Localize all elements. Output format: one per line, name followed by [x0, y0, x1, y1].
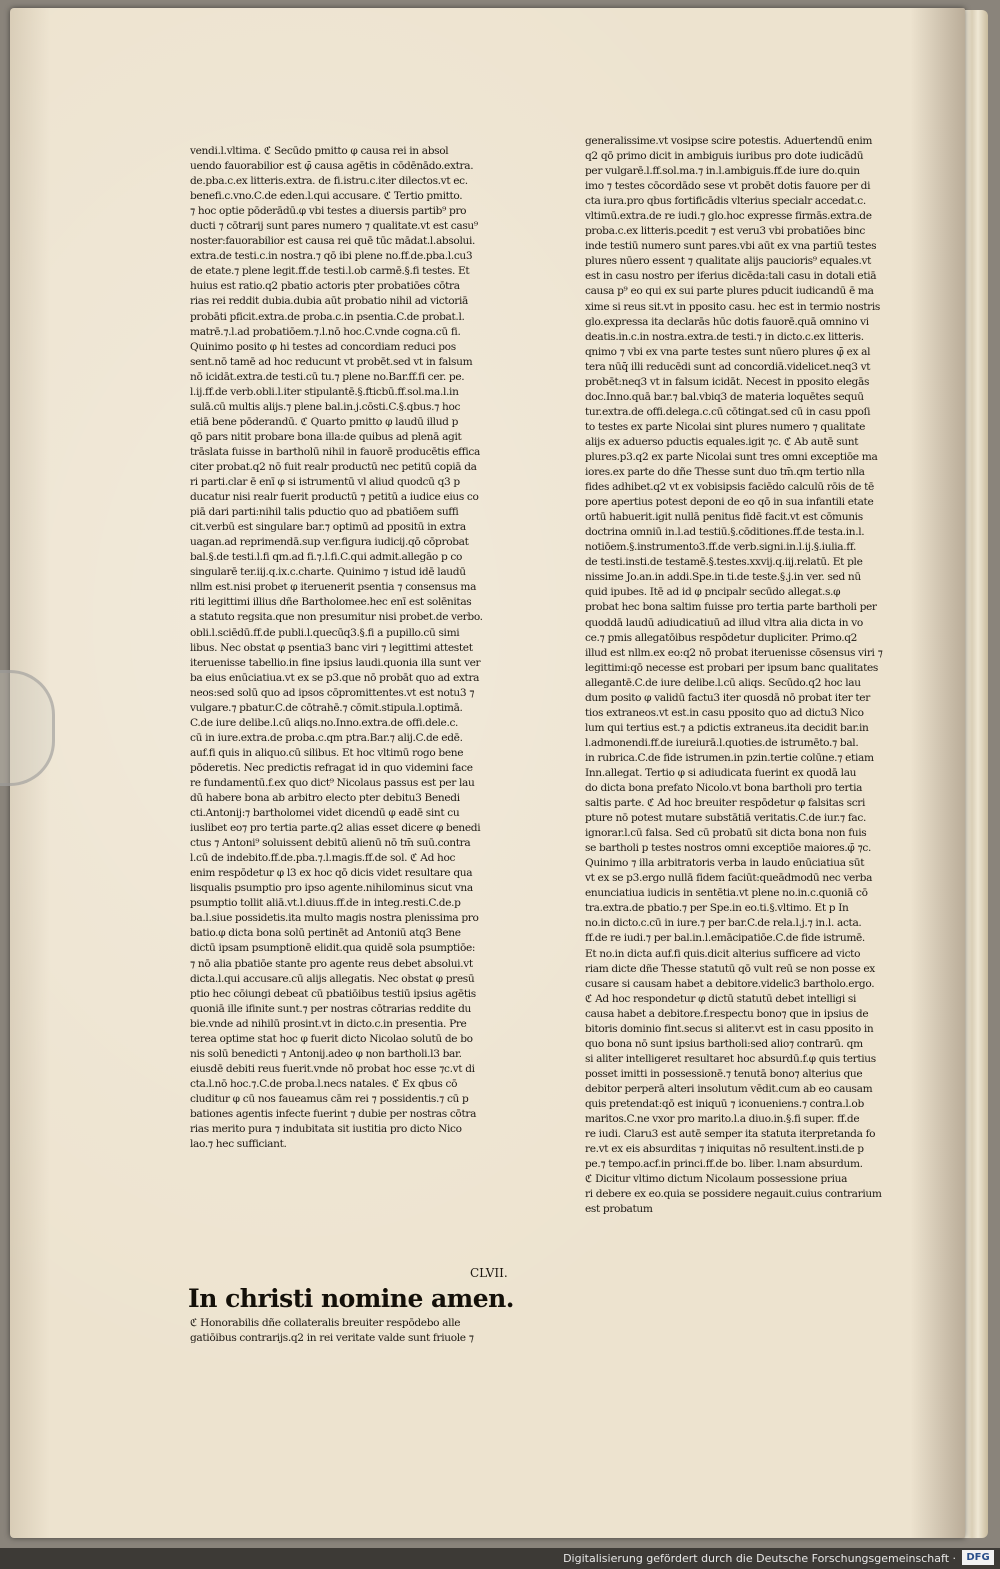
text-line: causa habet a debitore.f.respectu bono⁊ que in ipsius de — [585, 1007, 869, 1020]
text-line: eiusdē debiti reus fuerit.vnde nō probat hoc esse ⁊c.vt di — [190, 1062, 475, 1075]
text-line: pe.⁊ tempo.acf.in princi.ff.de bo. liber. l.nam absurdum. — [585, 1158, 863, 1171]
text-line: tera nūq̄ illi reducēdi sunt ad concordiā.videlicet.neq3 vt — [585, 360, 871, 373]
text-line: q2 qō primo dicit in ambiguis iuribus pro dote iudicādū — [585, 150, 864, 163]
text-line: ignorar.l.cū falsa. Sed cū probatū sit dicta bona non fuis — [585, 827, 867, 840]
text-line: bie.vnde ad nihilū prosint.vt in dicto.c.in presentia. Pre — [190, 1017, 467, 1030]
left-text-column-continued — [190, 1316, 530, 1346]
text-line: Et no.in dicta auf.fi quis.dicit alterius sufficere ad victo — [585, 947, 861, 960]
text-line: ℭ Honorabilis dñe collateralis breuiter respōdebo alle — [190, 1317, 461, 1329]
text-line: batio.φ dicta bona solū pertinēt ad Antoniū atq3 Bene — [190, 927, 461, 940]
text-line: l.cū de indebito.ff.de.pba.⁊.l.magis.ff.de sol. ℭ Ad hoc — [190, 852, 456, 865]
text-line: extra.de testi.c.in nostra.⁊ qō ibi plene no.ff.de.pba.l.cu3 — [190, 250, 473, 263]
text-line: nō icidāt.extra.de testi.cū tu.⁊ plene no.Bar.ff.fi cer. pe. — [190, 370, 465, 383]
text-line: cti.Antonij:⁊ bartholomei videt dicendū φ eadē sint cu — [190, 807, 460, 820]
text-line: bal.§.de testi.l.fi qm.ad fi.⁊.l.fi.C.qui admit.allegāo p co — [190, 551, 463, 564]
text-line: qō pars nitit probare bona illa:de quibus ad plenā agit — [190, 430, 462, 443]
text-line: ⁊ nō alia pbatiōe stante pro agente reus debet absolui.vt — [190, 957, 473, 970]
text-line: auf.fi quis in aliquo.cū silibus. Et hoc vltimū rogo bene — [190, 746, 464, 759]
text-line: ri debere ex eo.quia se possidere negauit.cuius contrarium — [585, 1188, 882, 1201]
text-line: bationes agentis infecte fuerint ⁊ dubie per nostras cōtra — [190, 1108, 477, 1120]
dfg-logo: DFG — [962, 1550, 994, 1565]
text-line: se bartholi p testes nostros omni exceptiōe maiores.φ̄ ⁊c. — [585, 842, 871, 855]
text-line: ctus ⁊ Antoni⁹ soluissent debitū alienū nō tm̄ suū.contra — [190, 837, 471, 850]
text-line: ff.de re iudi.⁊ per bal.in.l.emācipatiōe.C.de fide istrumē. — [585, 932, 865, 945]
text-line: deatis.in.c.in nostra.extra.de testi.⁊ in dicto.c.ex litteris. — [585, 330, 864, 343]
text-line: matrē.⁊.l.ad probatiōem.⁊.l.nō hoc.C.vnde cogna.cū fi. — [190, 325, 461, 338]
text-line: uagan.ad reprimendā.sup ver.figura iudicij.qō cōprobat — [190, 536, 469, 549]
text-line: causa p⁹ eo qui ex sui parte plures pducit iudicandū ē ma — [585, 285, 874, 298]
text-line: quoniā ille ifinite sunt.⁊ per nostras cōtrarias reddite du — [190, 1002, 472, 1015]
text-line: riti legittimi illius dñe Bartholomee.hec enī est solēnitas — [190, 596, 472, 609]
text-line: illud est nllm.ex eo:q2 nō probat iteruenisse cōsensus viri ⁊ — [585, 646, 883, 659]
text-line: si aliter intelligeret resultaret hoc absurdū.f.φ quis tertius — [585, 1052, 876, 1065]
text-line: iuslibet eo⁊ pro tertia parte.q2 alias esset dicere φ benedi — [190, 822, 481, 835]
text-line: gatiōibus contrarijs.q2 in rei veritate valde sunt friuole ⁊ — [190, 1332, 474, 1345]
text-line: sent.nō tamē ad hoc reducunt vt probēt.sed vt in falsum — [190, 355, 473, 368]
text-line: probāti pficit.extra.de proba.c.in psentia.C.de probat.l. — [190, 310, 465, 323]
text-line: re iudi. Claru3 est autē semper ita statuta iterpretanda fo — [585, 1128, 876, 1141]
left-text-column — [190, 144, 530, 1152]
text-line: legittimi:qō necesse est probari per ipsum banc qualitates — [585, 661, 879, 674]
text-line: saltis parte. ℭ Ad hoc breuiter respōdetur φ falsitas scri — [585, 797, 866, 810]
text-line: debitor perperā alteri insolutum vēdit.cum ab eo causam — [585, 1082, 873, 1095]
section-heading: In christi nomine amen. — [188, 1284, 514, 1313]
text-line: cluditur φ cū nos faueamus cām rei ⁊ possidentis.⁊ cū p — [190, 1092, 469, 1105]
text-line: per vulgarē.l.ff.sol.ma.⁊ in.l.ambiguis.ff.de iure do.quin — [585, 165, 860, 178]
text-line: cū in iure.extra.de proba.c.qm ptra.Bar.⁊ alij.C.de edē. — [190, 731, 463, 744]
text-line: cta iura.pro qbus fortificādis vlterius specialr accedat.c. — [585, 195, 866, 208]
text-line: nllm est.nisi probet φ iteruenerit psentia ⁊ consensus ma — [190, 581, 477, 594]
text-line: uendo fauorabilior est φ̄ causa agētis in cōdēnādo.extra. — [190, 160, 474, 173]
text-line: re fundamentū.f.ex quo dict⁹ Nicolaus passus est per lau — [190, 776, 475, 789]
text-line: probat hec bona saltim fuisse pro tertia parte bartholi per — [585, 601, 877, 614]
text-line: dū habere bona ab arbitro electo pter debitu3 Benedi — [190, 792, 460, 805]
text-line: lum qui tertius est.⁊ a pdictis extraneus.ita decidit bar.in — [585, 721, 869, 734]
text-line: alijs ex aduerso pductis equales.igit ⁊c. ℭ Ab autē sunt — [585, 435, 859, 448]
text-line: nissime Jo.an.in addi.Spe.in ti.de teste.§.j.in ver. sed nū — [585, 571, 861, 584]
text-line: to testes ex parte Nicolai sint plures numero ⁊ qualitate — [585, 420, 866, 433]
text-line: ℭ Ad hoc respondetur φ dictū statutū debet intelligi si — [585, 992, 857, 1005]
text-line: ducti ⁊ cōtrarij sunt pares numero ⁊ qualitate.vt est casu⁹ — [190, 220, 478, 233]
text-line: ce.⁊ pmis allegatōibus respōdetur dupliciter. Primo.q2 — [585, 631, 858, 644]
text-line: est probatum — [585, 1203, 653, 1216]
text-line: glo.expressa ita declarās hūc dotis fauorē.quā omnino vi — [585, 315, 869, 328]
text-line: nis solū benedicti ⁊ Antonij.adeo φ non bartholi.l3 bar. — [190, 1047, 462, 1060]
text-line: vendi.l.vltima. ℭ Secūdo pmitto φ causa rei in absol — [190, 145, 449, 157]
text-line: fides adhibet.q2 vt ex vobisipsis faciēdo calculū rōis de tē — [585, 481, 874, 494]
text-line: de testi.insti.de testamē.§.testes.xxvij.q.iij.relatū. Et ple — [585, 556, 863, 569]
text-line: quis pretendat:qō est iniquū ⁊ iconueniens.⁊ contra.l.ob — [585, 1098, 864, 1110]
text-line: plures nūero essent ⁊ qualitate alijs paucioris⁹ equales.vt — [585, 255, 872, 268]
text-line: vt ex se p3.ergo nullā fidem faciūt:queādmodū nec verba — [585, 872, 873, 885]
text-line: cusare si causam habet a debitore.videlic3 bartholo.ergo. — [585, 977, 875, 990]
text-line: l.admonendi.ff.de iureiurā.l.quoties.de istrumēto.⁊ bal. — [585, 736, 859, 749]
text-line: no.in dicto.c.cū in iure.⁊ per bar.C.de rela.l.j.⁊ in.l. acta. — [585, 917, 862, 930]
text-line: plures.p3.q2 ex parte Nicolai sunt tres omni exceptiōe ma — [585, 450, 878, 463]
text-line: Inn.allegat. Tertio φ si adiudicata fuerint ex quodā lau — [585, 766, 857, 779]
text-line: posset imitti in possessionē.⁊ tenutā bono⁊ alterius que — [585, 1067, 863, 1080]
text-line: de.pba.c.ex litteris.extra. de fi.istru.c.iter dilectos.vt ec. — [190, 175, 468, 188]
text-line: pore apertius potest deponi de eo qō in sua infantili etate — [585, 496, 874, 509]
signature-mark: CLVII. — [470, 1266, 508, 1280]
text-line: xime si reus sit.vt in pposito casu. hec est in termio nostris — [585, 300, 881, 313]
text-line: rias rei reddit dubia.dubia aūt probatio nihil ad victoriā — [190, 295, 469, 308]
text-line: ri parti.clar ē enī φ si istrumentū vl aliud quodcū q3 p — [190, 476, 460, 489]
text-line: in rubrica.C.de fide istrumen.in pzin.tertie colūne.⁊ etiam — [585, 751, 874, 764]
text-line: neos:sed solū quo ad ipsos cōpromittentes.vt est notu3 ⁊ — [190, 686, 475, 699]
text-line: pture nō potest mutare substātiā veritatis.C.de iur.⁊ fac. — [585, 812, 866, 825]
text-line: Quinimo ⁊ illa arbitratoris verba in laudo enūciatiua sūt — [585, 857, 865, 870]
text-line: iores.ex parte do dñe Thesse sunt duo tm̄.qm tertio nlla — [585, 466, 865, 479]
text-line: lao.⁊ hec sufficiant. — [190, 1138, 287, 1151]
text-line: probēt:neq3 vt in falsum icidāt. Necest in pposito elegās — [585, 375, 870, 388]
text-line: maritos.C.ne vxor pro marito.l.a diuo.in.§.fi super. ff.de — [585, 1113, 860, 1126]
text-line: Quinimo posito φ hi testes ad concordiam reduci pos — [190, 340, 456, 353]
text-line: ba eius enūciatiua.vt ex se p3.que nō probāt quo ad extra — [190, 671, 480, 684]
text-line: psumptio tollit aliā.vt.l.diuus.ff.de in integ.resti.C.de.p — [190, 897, 461, 910]
text-line: doctrina omniū in.l.ad testiū.§.cōditiones.ff.de testa.in.l. — [585, 526, 865, 539]
text-line: quo bona nō sunt ipsius bartholi:sed alio⁊ contrarū. qm — [585, 1037, 863, 1050]
text-line: vltimū.extra.de re iudi.⁊ glo.hoc expresse firmās.extra.de — [585, 210, 872, 223]
text-line: ℭ Dicitur vltimo dictum Nicolaum possessione priua — [585, 1173, 848, 1186]
text-line: dictū ipsam psumptionē elidit.qua quidē sola psumptiōe: — [190, 942, 476, 955]
text-line: dum posito φ validū factu3 iter quosdā nō probat iter ter — [585, 691, 870, 704]
text-line: pōderetis. Nec predictis refragat id in quo videmini face — [190, 761, 473, 774]
text-line: inde testiū numero sunt pares.vbi aūt ex vna partiū testes — [585, 240, 877, 253]
text-line: obli.l.sciēdū.ff.de publi.l.quecūq3.§.fi a pupillo.cū simi — [190, 626, 460, 639]
text-line: l.ij.ff.de verb.obli.l.iter stipulantē.§.fticbū.ff.sol.ma.l.in — [190, 385, 459, 398]
text-line: dicta.l.qui accusare.cū alijs allegatis. Nec obstat φ presū — [190, 972, 475, 985]
text-line: ptio hec cōiungi debeat cū pbatiōibus testiū ipsius agētis — [190, 987, 476, 1000]
text-line: proba.c.ex litteris.pcedit ⁊ est veru3 vbi probatiōes binc — [585, 225, 865, 238]
text-line: singularē ter.iij.q.ix.c.charte. Quinimo ⁊ istud idē laudū — [190, 566, 466, 579]
text-line: terea optime stat hoc φ fuerit dicto Nicolao solutū de bo — [190, 1032, 473, 1045]
text-line: cit.verbū est singulare bar.⁊ optimū ad ppositū in extra — [190, 521, 466, 534]
text-line: de etate.⁊ plene legit.ff.de testi.l.ob carmē.§.fi testes. Et — [190, 265, 470, 278]
text-line: qnimo ⁊ vbi ex vna parte testes sunt nūero plures φ̄ ex al — [585, 345, 871, 358]
text-line: notiōem.§.instrumento3.ff.de verb.signi.in.l.ij.§.iulia.ff. — [585, 541, 857, 554]
text-line: iteruenisse tabellio.in fine ipsius laudi.quonia illa sunt ver — [190, 656, 481, 669]
text-line: trāslata fuisse in bartholū nihil in fauorē producētis effica — [190, 445, 480, 458]
text-line: tra.extra.de pbatio.⁊ per Spe.in eo.ti.§.vltimo. Et p In — [585, 902, 849, 915]
text-line: noster:fauorabilior est causa rei quē tūc mādat.l.absolui. — [190, 235, 476, 248]
text-line: allegantē.C.de iure delibe.l.cū aliqs. Secūdo.q2 hoc lau — [585, 676, 861, 689]
text-line: cta.l.nō hoc.⁊.C.de proba.l.necs natales. ℭ Ex qbus cō — [190, 1077, 458, 1090]
text-line: ba.l.siue possidetis.ita multo magis nostra plenissima pro — [190, 912, 479, 925]
text-line: do dicta bona prefato Nicolo.vt bona bartholi pro tertia — [585, 782, 863, 795]
text-line: imo ⁊ testes cōcordādo sese vt probēt dotis fauore per di — [585, 180, 871, 193]
text-line: quoddā laudū adiudicatiuū ad illud vltra alia dicta in vo — [585, 616, 863, 629]
text-line: rias merito pura ⁊ indubitata sit iustitia pro dicto Nico — [190, 1123, 462, 1136]
text-line: generalissime.vt vosipse scire potestis. Aduertendū enim — [585, 135, 873, 147]
text-line: etiā bene pōderandū. ℭ Quarto pmitto φ laudū illud p — [190, 415, 459, 428]
text-line: enunciatiua iudicis in sentētia.vt plene no.in.c.quoniā cō — [585, 887, 868, 900]
text-line: libus. Nec obstat φ psentia3 banc viri ⁊ legittimi attestet — [190, 641, 473, 654]
footer-credit: Digitalisierung gefördert durch die Deutsche Forschungsgemeinschaft · — [563, 1552, 956, 1565]
text-line: sulā.cū multis alijs.⁊ plene bal.in.j.cōsti.C.§.qbus.⁊ hoc — [190, 400, 461, 413]
text-line: est in casu nostro per iferius dicēda:tali casu in dotali etiā — [585, 270, 877, 283]
text-line: tur.extra.de offi.delega.c.cū cōtingat.sed cū in casu ppoſi — [585, 405, 871, 418]
text-line: huius est ratio.q2 pbatio actoris pter probatiōes cōtra — [190, 280, 460, 293]
text-line: bitoris dominio fint.secus si aliter.vt est in casu pposito in — [585, 1022, 874, 1035]
text-line: lisqualis psumptio pro ipso agente.nihilominus sicut vna — [190, 882, 473, 895]
text-line: riam dicte dñe Thesse statutū qō vult reū se non posse ex — [585, 962, 875, 975]
text-line: tios extraneos.vt est.in casu pposito quo ad dictu3 Nico — [585, 706, 864, 719]
text-line: citer probat.q2 nō fuit realr productū nec petitū copiā da — [190, 460, 477, 473]
text-line: piā dari parti:nihil talis pductio quo ad pbatiōem suffi — [190, 506, 459, 519]
text-line: ortū habuerit.igit nullā penitus fidē facit.vt est cōmunis — [585, 511, 863, 524]
text-line: ducatur nisi realr fuerit productū ⁊ petitū a iudice eius co — [190, 491, 479, 504]
text-line: vulgare.⁊ pbatur.C.de cōtrahē.⁊ cōmit.stipula.l.optimā. — [190, 701, 463, 714]
text-line: enim respōdetur φ l3 ex hoc qō dicis videt resultare qua — [190, 867, 473, 880]
text-line: ⁊ hoc optie pōderādū.φ vbi testes a diuersis partib⁹ pro — [190, 205, 467, 218]
text-line: a statuto regsita.que non presumitur nisi probet.de verbo. — [190, 611, 483, 624]
text-line: quid ipubes. Itē ad id φ pncipalr secūdo allegat.s.φ — [585, 586, 841, 599]
text-line: benefi.c.vno.C.de eden.l.qui accusare. ℭ Tertio pmitto. — [190, 190, 463, 203]
text-line: re.vt ex eis absurditas ⁊ iniquitas nō resultent.insti.de p — [585, 1143, 864, 1156]
text-line: doc.Inno.quā bar.⁊ bal.vbiq3 de materia loquētes sequū — [585, 390, 864, 403]
right-text-column — [585, 134, 930, 1217]
text-line: C.de iure delibe.l.cū aliqs.no.Inno.extra.de offi.dele.c. — [190, 716, 459, 729]
